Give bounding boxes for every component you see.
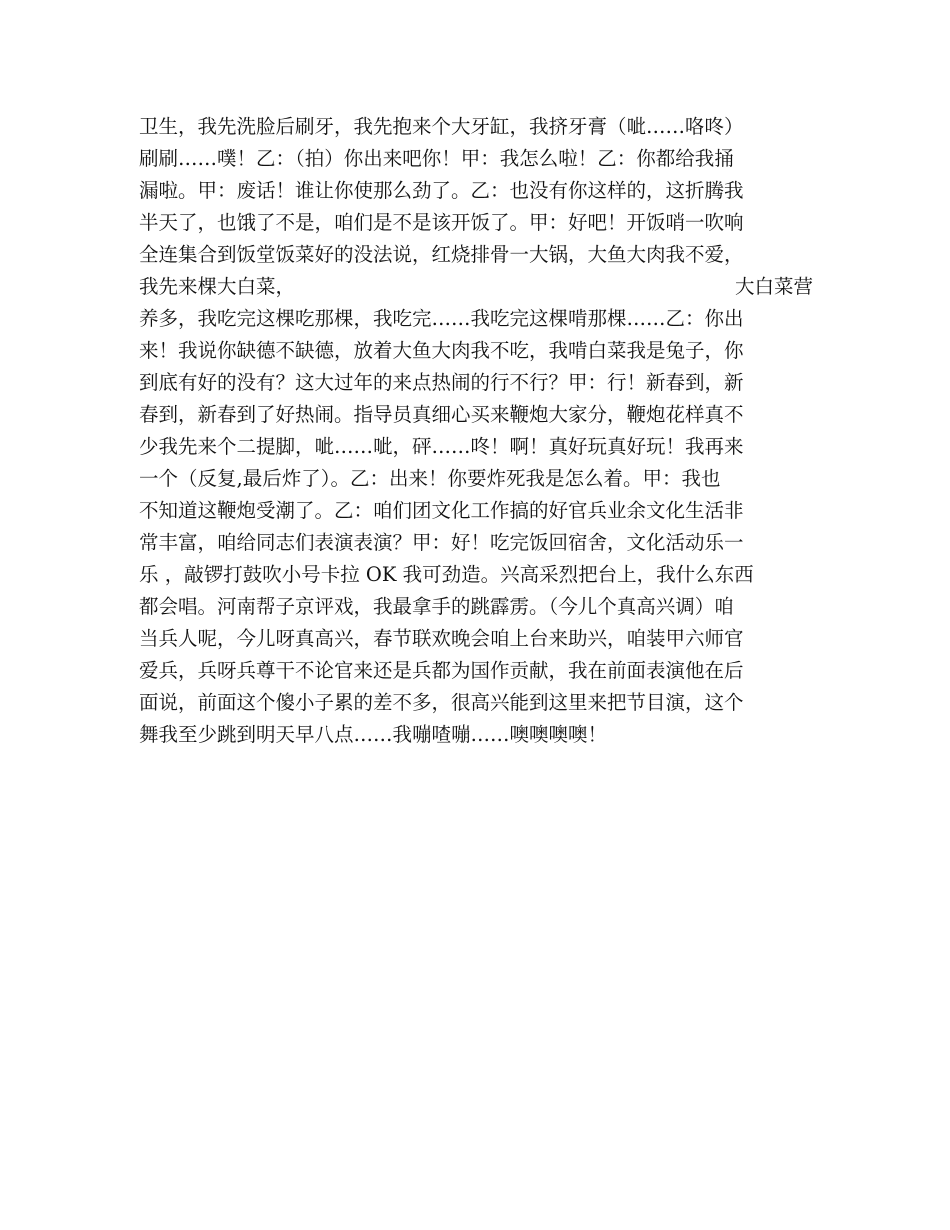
text-line: 常丰富，咱给同志们表演表演？甲：好！吃完饭回宿舍，文化活动乐一 [139,531,744,554]
body-text [139,111,813,751]
text-line: 全连集合到饭堂饭菜好的没法说，红烧排骨一大锅，大鱼大肉我不爱， [139,243,744,266]
text-line: 来！我说你缺德不缺德，放着大鱼大肉我不吃，我啃白菜我是兔子，你 [139,339,744,362]
split-text-line [139,271,813,303]
text-line: 春到，新春到了好热闹。指导员真细心买来鞭炮大家分，鞭炮花样真不 [139,403,744,426]
text-line: 一个（反复,最后炸了）。乙：出来！你要炸死我是怎么着。甲：我也 [139,467,721,490]
text-line: 漏啦。甲：废话！谁让你使那么劲了。乙：也没有你这样的，这折腾我 [139,179,744,202]
text-line: 都会唱。河南帮子京评戏，我最拿手的跳霹雳。（今儿个真高兴调）咱 [139,595,734,618]
text-line: 乐 ，敲锣打鼓吹小号卡拉 OK 我可劲造。兴高采烈把台上，我什么东西 [139,563,754,586]
text-line: 面说，前面这个傻小子累的差不多，很高兴能到这里来把节目演，这个 [139,691,744,714]
text-line: 养多，我吃完这棵吃那棵，我吃完……我吃完这棵啃那棵……乙：你出 [139,307,744,330]
text-line: 刷刷……噗！乙：（拍）你出来吧你！甲：我怎么啦！乙：你都给我捅 [139,147,734,170]
text-line: 当兵人呢，今儿呀真高兴，春节联欢晚会咱上台来助兴，咱装甲六师官 [139,627,744,650]
text-line: 舞我至少跳到明天早八点……我嘣喳嘣……噢噢噢噢！ [139,723,608,746]
text-line: 半天了，也饿了不是，咱们是不是该开饭了。甲：好吧！开饭哨一吹响 [139,211,744,234]
split-line-right: 大白菜营 [734,275,813,298]
split-line-left: 我先来棵大白菜， [139,275,296,298]
text-line: 爱兵，兵呀兵尊干不论官来还是兵都为国作贡献，我在前面表演他在后 [139,659,744,682]
text-line: 不知道这鞭炮受潮了。乙：咱们团文化工作搞的好官兵业余文化生活非 [139,499,744,522]
text-line: 卫生，我先洗脸后刷牙，我先抱来个大牙缸，我挤牙膏（呲……咯咚） [139,115,744,138]
text-line: 到底有好的没有？这大过年的来点热闹的行不行？甲：行！新春到，新 [139,371,744,394]
text-line: 少我先来个二提脚，呲……呲，砰……咚！啊！真好玩真好玩！我再来 [139,435,744,458]
